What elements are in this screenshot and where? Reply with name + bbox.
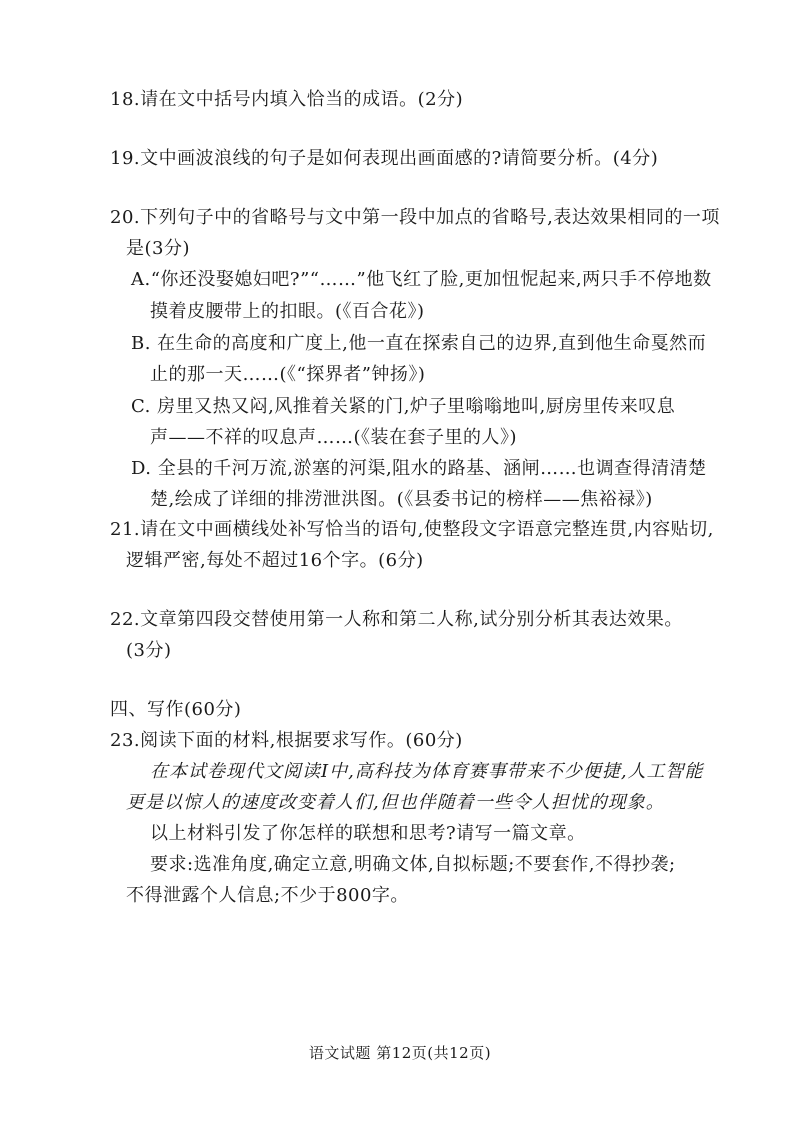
question-19: 19.文中画波浪线的句子是如何表现出画面感的?请简要分析。(4分) (110, 148, 659, 169)
question-21-cont: 逻辑严密,每处不超过16个字。(6分) (126, 550, 424, 571)
writing-requirements-cont: 不得泄露个人信息;不少于800字。 (126, 885, 409, 906)
writing-requirements: 要求:选准角度,确定立意,明确文体,自拟标题;不要套作,不得抄袭; (150, 854, 676, 875)
material-line-2: 更是以惊人的速度改变着人们,但也伴随着一些令人担忧的现象。 (126, 792, 665, 813)
question-22: 22.文章第四段交替使用第一人称和第二人称,试分别分析其表达效果。 (110, 609, 683, 630)
option-b: B. 在生命的高度和广度上,他一直在探索自己的边界,直到他生命戛然而 (131, 333, 707, 354)
question-18: 18.请在文中括号内填入恰当的成语。(2分) (110, 89, 464, 110)
option-d-cont: 楚,绘成了详细的排涝泄洪图。(《县委书记的榜样——焦裕禄》) (150, 489, 653, 510)
writing-prompt: 以上材料引发了你怎样的联想和思考?请写一篇文章。 (150, 823, 586, 844)
option-c: C. 房里又热又闷,风推着关紧的门,炉子里嗡嗡地叫,厨房里传来叹息 (131, 396, 676, 417)
question-21: 21.请在文中画横线处补写恰当的语句,使整段文字语意完整连贯,内容贴切, (110, 519, 714, 540)
question-20-stem-cont: 是(3分) (126, 238, 190, 259)
page-footer: 语文试题 第12页(共12页) (308, 1044, 492, 1062)
option-a: A.“你还没娶媳妇吧?”“……”他飞红了脸,更加忸怩起来,两只手不停地数 (131, 269, 712, 290)
option-d: D. 全县的千河万流,淤塞的河渠,阻水的路基、涵闸……也调查得清清楚 (131, 458, 707, 479)
option-a-cont: 摸着皮腰带上的扣眼。(《百合花》) (150, 301, 425, 322)
question-22-cont: (3分) (126, 640, 172, 661)
option-b-cont: 止的那一天……(《“探界者”钟扬》) (150, 364, 426, 385)
question-20-stem: 20.下列句子中的省略号与文中第一段中加点的省略号,表达效果相同的一项 (110, 207, 720, 228)
option-c-cont: 声——不祥的叹息声……(《装在套子里的人》) (150, 427, 518, 448)
material-line-1: 在本试卷现代文阅读Ⅰ中,高科技为体育赛事带来不少便捷,人工智能 (150, 761, 704, 782)
question-23: 23.阅读下面的材料,根据要求写作。(60分) (110, 730, 463, 751)
section-heading-writing: 四、写作(60分) (110, 699, 242, 720)
